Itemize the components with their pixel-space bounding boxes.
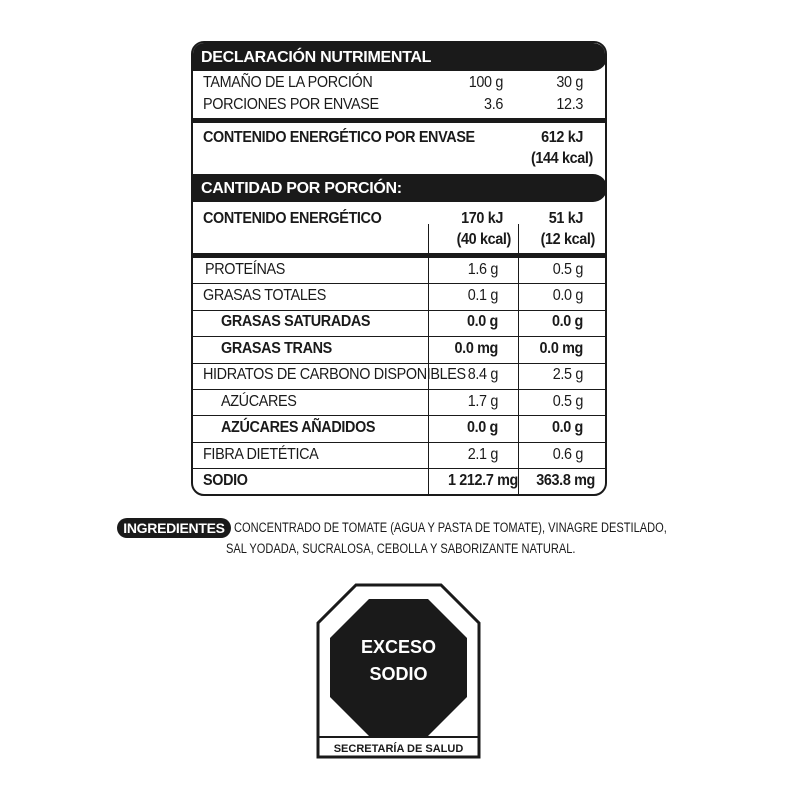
servings-per-package-portion: 12.3 [556, 96, 583, 113]
nutrient-added-sugars-portion: 0.0 g [551, 419, 583, 436]
seal-footer-text: SECRETARÍA DE SALUD [333, 743, 464, 755]
nutrient-trans-fat-portion: 0.0 mg [539, 340, 583, 357]
row-divider [193, 310, 605, 311]
nutrient-saturated-fat-100g: 0.0 g [466, 313, 498, 330]
nutrient-name-saturated-fat: GRASAS SATURADAS [221, 313, 371, 330]
warning-seal [316, 583, 481, 759]
nutrient-trans-fat-100g: 0.0 mg [454, 340, 498, 357]
serving-size-portion: 30 g [556, 74, 583, 91]
divider [193, 253, 605, 258]
servings-per-package-100g: 3.6 [484, 96, 503, 113]
nutrient-name-carbohydrates: HIDRATOS DE CARBONO DISPONIBLES [203, 366, 466, 383]
nutrient-dietary-fiber-portion: 0.6 g [552, 446, 583, 463]
ingredients-label: INGREDIENTES [117, 518, 231, 538]
nutrient-proteins-portion: 0.5 g [552, 261, 583, 278]
nutrient-name-added-sugars: AZÚCARES AÑADIDOS [221, 419, 376, 436]
nutrient-sodium-100g: 1 212.7 mg [447, 472, 518, 489]
energy-per-package-kcal: (144 kcal) [530, 150, 593, 167]
nutrition-facts-table [191, 41, 607, 496]
row-divider [193, 468, 605, 469]
energy-100g-kj: 170 kJ [461, 210, 503, 227]
nutrient-dietary-fiber-100g: 2.1 g [467, 446, 498, 463]
nutrient-total-fat-100g: 0.1 g [467, 287, 498, 304]
nutrient-sugars-portion: 0.5 g [552, 393, 583, 410]
per-serving-header: CANTIDAD POR PORCIÓN: [191, 174, 607, 202]
nutrient-sodium-portion: 363.8 mg [536, 472, 595, 489]
warning-seal-graphic [316, 583, 481, 759]
nutrient-name-total-fat: GRASAS TOTALES [203, 287, 327, 304]
row-divider [193, 415, 605, 416]
energy-portion-kcal: (12 kcal) [540, 231, 595, 248]
row-divider [193, 363, 605, 364]
nutrient-name-trans-fat: GRASAS TRANS [221, 340, 332, 357]
nutrient-carbohydrates-portion: 2.5 g [552, 366, 583, 383]
energy-per-package-label: CONTENIDO ENERGÉTICO POR ENVASE [203, 129, 475, 146]
servings-per-package-label: PORCIONES POR ENVASE [203, 96, 379, 113]
nutrient-name-sodium: SODIO [203, 472, 248, 489]
nutrition-declaration-header: DECLARACIÓN NUTRIMENTAL [191, 43, 607, 71]
nutrient-name-sugars: AZÚCARES [221, 393, 297, 410]
nutrient-saturated-fat-portion: 0.0 g [551, 313, 583, 330]
row-divider [193, 336, 605, 337]
energy-portion-kj: 51 kJ [548, 210, 583, 227]
row-divider [193, 389, 605, 390]
nutrient-name-proteins: PROTEÍNAS [205, 261, 285, 278]
nutrient-total-fat-portion: 0.0 g [552, 287, 583, 304]
column-divider [428, 224, 429, 253]
energy-100g-kcal: (40 kcal) [456, 231, 511, 248]
energy-content-label: CONTENIDO ENERGÉTICO [203, 210, 382, 227]
nutrient-carbohydrates-100g: 8.4 g [467, 366, 498, 383]
row-divider [193, 442, 605, 443]
nutrient-added-sugars-100g: 0.0 g [466, 419, 498, 436]
divider [193, 118, 605, 123]
serving-size-label: TAMAÑO DE LA PORCIÓN [203, 74, 373, 91]
nutrient-sugars-100g: 1.7 g [467, 393, 498, 410]
energy-per-package-kj: 612 kJ [541, 129, 583, 146]
column-divider [518, 224, 519, 253]
row-divider [193, 283, 605, 284]
nutrient-proteins-100g: 1.6 g [467, 261, 498, 278]
serving-size-100g: 100 g [468, 74, 503, 91]
ingredients-text-line-1: CONCENTRADO DE TOMATE (AGUA Y PASTA DE TOMATE), VINAGRE DESTILADO, [234, 520, 667, 535]
seal-text-line-1: EXCESO [360, 637, 437, 657]
seal-text-line-2: SODIO [369, 664, 428, 684]
nutrient-name-dietary-fiber: FIBRA DIETÉTICA [203, 446, 319, 463]
ingredients-text-line-2: SAL YODADA, SUCRALOSA, CEBOLLA Y SABORIZANTE NATURAL. [226, 541, 576, 556]
